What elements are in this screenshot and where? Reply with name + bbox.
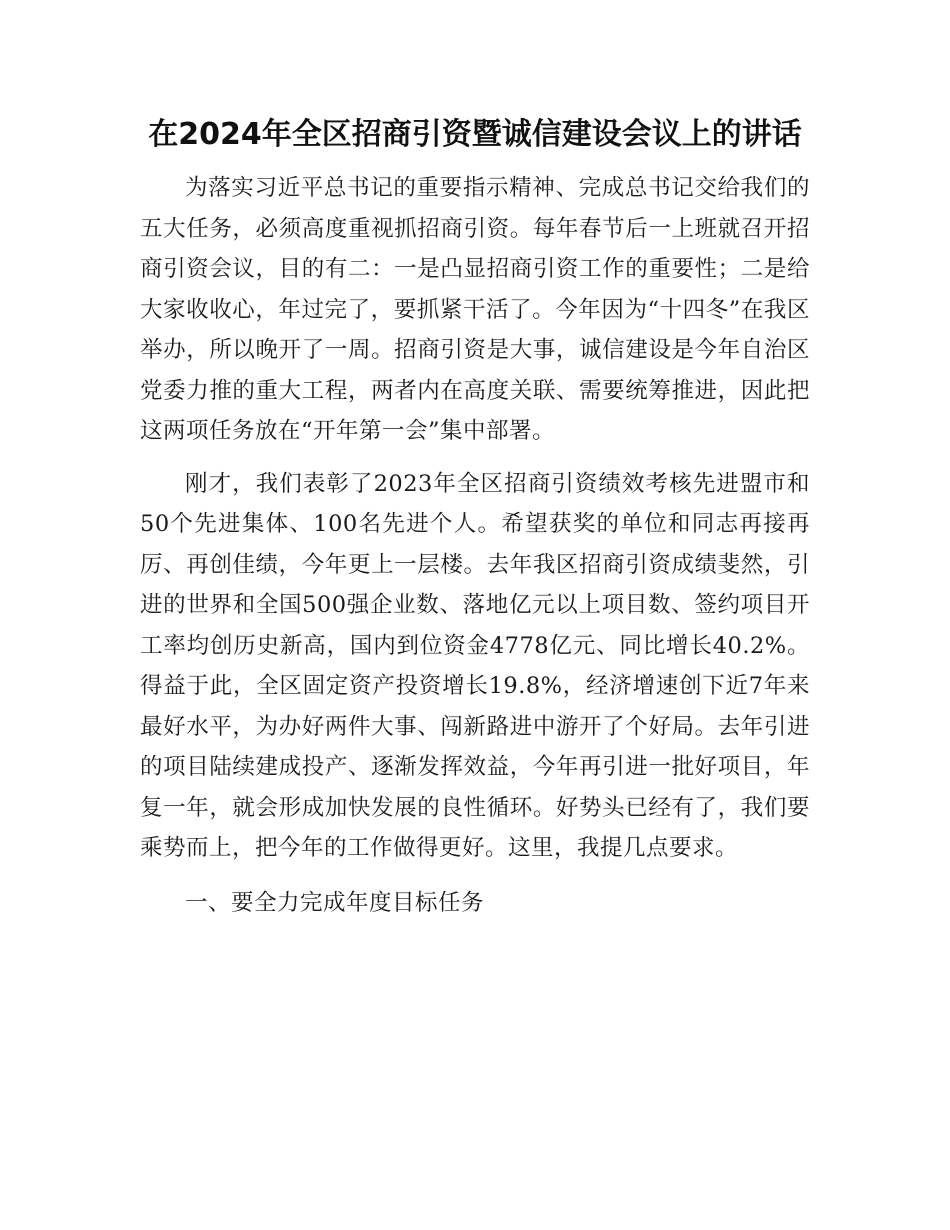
section-heading-1: 一、要全力完成年度目标任务 xyxy=(185,889,485,916)
document-page xyxy=(140,112,810,923)
body-paragraph-2: 刚才，我们表彰了2023年全区招商引资绩效考核先进盟市和50个先进集体、100名先进个人。希望获奖的单位和同志再接再厉、再创佳绩，今年更上一层楼。去年我区招商引资成绩斐然，引进的世界和全国500强企业数、落地亿元以上项目数、签约项目开工率均创历史新高，国内到位资金4778亿元、同比增长40.2%。得益于此，全区固定资产投资增长19.8%，经济增速创下近7年来最好水平，为办好两件大事、闯新路进中游开了个好局。去年引进的项目陆续建成投产、逐渐发挥效益，今年再引进一批好项目，年复一年，就会形成加快发展的良性循环。好势头已经有了，我们要乘势而上，把今年的工作做得更好。这里，我提几点要求。 xyxy=(140,470,810,861)
body-paragraph-1: 为落实习近平总书记的重要指示精神、完成总书记交给我们的五大任务，必须高度重视抓招商引资。每年春节后一上班就召开招商引资会议，目的有二：一是凸显招商引资工作的重要性；二是给大家收收心，年过完了，要抓紧干活了。今年因为“十四冬”在我区举办，所以晚开了一周。招商引资是大事，诚信建设是今年自治区党委力推的重大工程，两者内在高度关联、需要统筹推进，因此把这两项任务放在“开年第一会”集中部署。 xyxy=(140,175,810,444)
document-title: 在2024年全区招商引资暨诚信建设会议上的讲话 xyxy=(148,117,802,152)
